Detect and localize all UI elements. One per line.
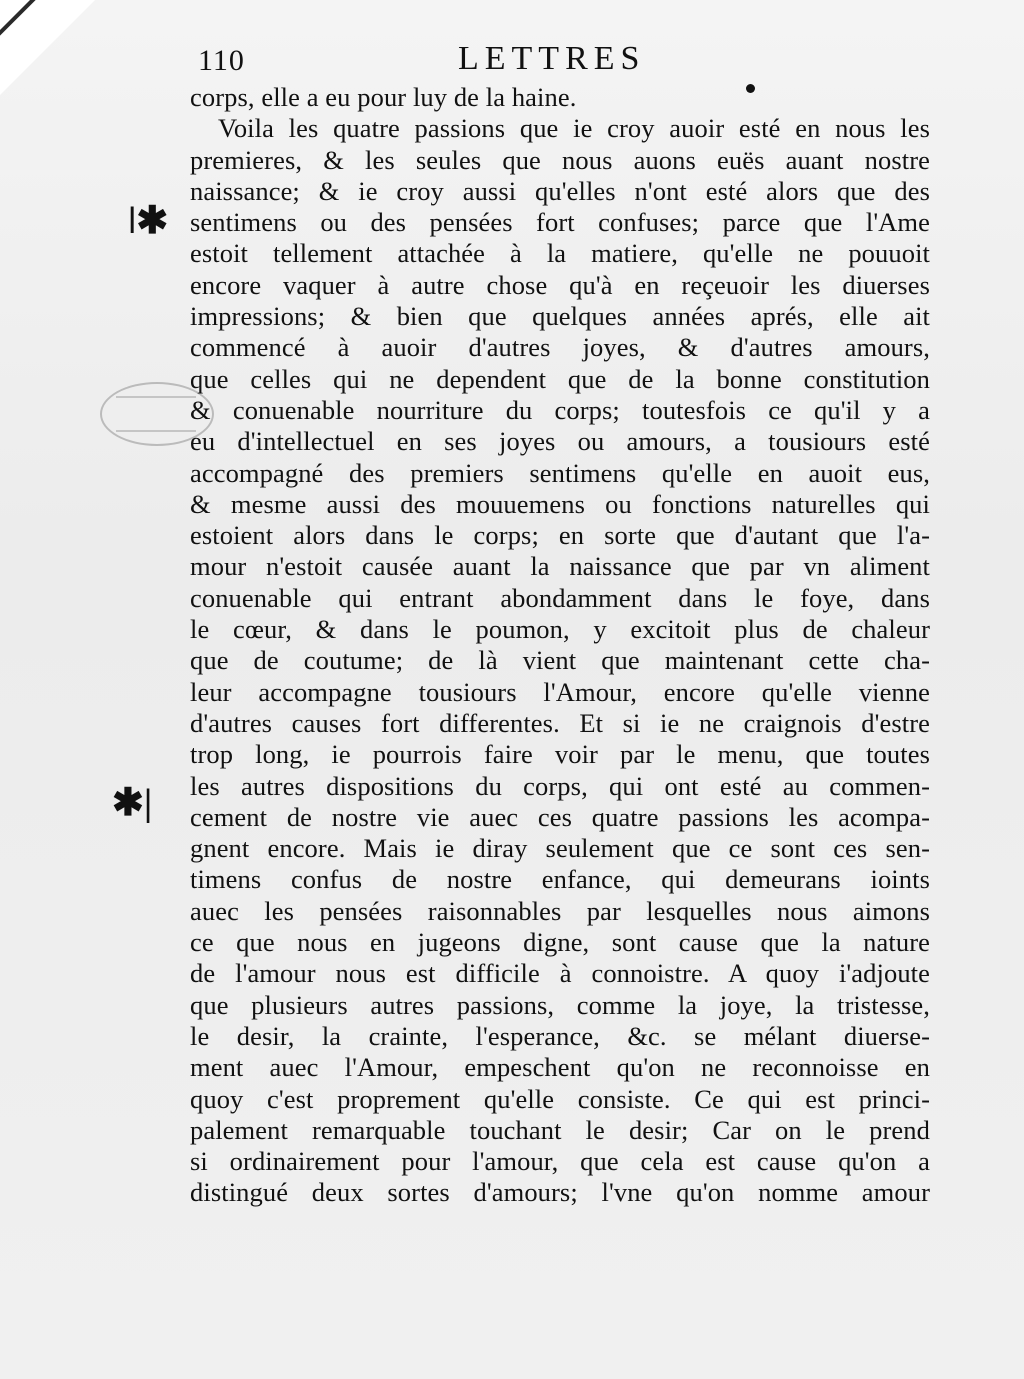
text-line: & conuenable nourriture du corps; toutesfois ce qu'il y a (190, 394, 930, 425)
text-line: palement remarquable touchant le desir; Car on le prend (190, 1114, 930, 1145)
text-line: ment auec l'Amour, empeschent qu'on ne reconnoisse en (190, 1052, 930, 1083)
text-line: commencé à auoir d'autres joyes, & d'autres amours, (190, 332, 930, 363)
text-line: les autres dispositions du corps, qui ont esté au commen- (190, 770, 930, 801)
text-line: ce que nous en jugeons digne, sont cause que la nature (190, 927, 930, 958)
text-line: cement de nostre vie auec ces quatre passions les acompa- (190, 801, 930, 832)
text-line: le cœur, & dans le poumon, y excitoit plus de chaleur (190, 614, 930, 645)
text-line: corps, elle a eu pour luy de la haine. (190, 82, 577, 112)
text-line: sentimens ou des pensées fort confuses; parce que l'Ame (190, 207, 930, 238)
text-line: le desir, la crainte, l'esperance, &c. se mélant diuerse- (190, 1020, 930, 1051)
text-line: trop long, ie pourrois faire voir par le menu, que toutes (190, 739, 930, 770)
text-line: eu d'intellectuel en ses joyes ou amours, a tousiours esté (190, 426, 930, 457)
library-stamp-inner (116, 396, 196, 432)
margin-mark: ǀ✱ (128, 200, 169, 242)
text-line: timens confus de nostre enfance, qui demeurans ioints (190, 864, 930, 895)
text-line: si ordinairement pour l'amour, que cela est cause qu'on a (190, 1146, 930, 1177)
text-line: naissance; & ie croy aussi qu'elles n'ont esté alors que des (190, 175, 930, 206)
text-line: que plusieurs autres passions, comme la joye, la tristesse, (190, 989, 930, 1020)
text-line: distingué deux sortes d'amours; l'vne qu'on nomme amour (190, 1177, 930, 1208)
text-line: encore vaquer à autre chose qu'à en reçeuoir les diuerses (190, 269, 930, 300)
body-text (190, 82, 930, 1209)
text-line: estoit tellement attachée à la matiere, qu'elle ne pouuoit (190, 238, 930, 269)
text-line: Voila les quatre passions que ie croy auoir esté en nous les (218, 113, 930, 144)
text-line: conuenable qui entrant abondamment dans le foye, dans (190, 582, 930, 613)
text-line: gnent encore. Mais ie diray seulement que ce sont ces sen- (190, 833, 930, 864)
running-head: LETTRES (458, 40, 646, 77)
text-line: d'autres causes fort differentes. Et si ie ne craignois d'estre (190, 707, 930, 738)
text-line: impressions; & bien que quelques années aprés, elle ait (190, 301, 930, 332)
page-header (190, 40, 930, 84)
text-line: leur accompagne tousiours l'Amour, encore qu'elle vienne (190, 676, 930, 707)
text-line: que celles qui ne dependent que de la bonne constitution (190, 363, 930, 394)
text-line: accompagné des premiers sentimens qu'elle en auoit eus, (190, 457, 930, 488)
text-line: premieres, & les seules que nous auons euës auant nostre (190, 144, 930, 175)
text-line: que de coutume; de là vient que maintenant cette cha- (190, 645, 930, 676)
text-line: estoient alors dans le corps; en sorte que d'autant que l'a- (190, 520, 930, 551)
text-line: mour n'estoit causée auant la naissance que par vn aliment (190, 551, 930, 582)
text-line: & mesme aussi des mouuemens ou fonctions naturelles qui (190, 488, 930, 519)
text-line: de l'amour nous est difficile à connoistre. A quoy i'adjoute (190, 958, 930, 989)
text-line: quoy c'est proprement qu'elle consiste. Ce qui est princi- (190, 1083, 930, 1114)
page-number: 110 (198, 44, 245, 77)
margin-mark: ✱| (112, 782, 153, 824)
text-line: auec les pensées raisonnables par lesquelles nous aimons (190, 895, 930, 926)
